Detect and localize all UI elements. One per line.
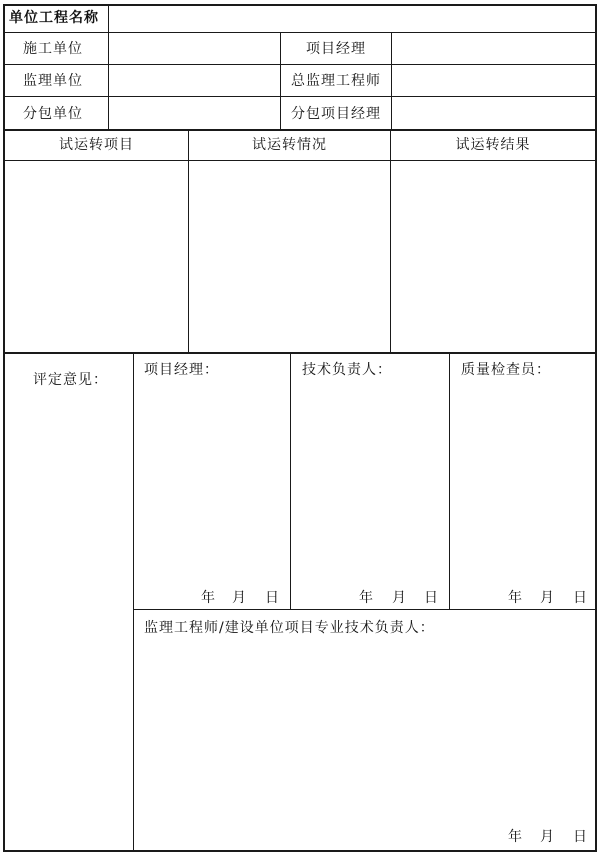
project-manager-sign-label: 项目经理： xyxy=(144,362,219,378)
supervisor-date-year: 年 xyxy=(508,829,523,845)
quality-inspector-sign-label: 质量检查员： xyxy=(461,362,551,378)
project-name-label: 单位工程名称 xyxy=(9,10,99,26)
chief-supervisor-label: 总监理工程师 xyxy=(291,73,381,89)
pm-date-day: 日 xyxy=(265,590,280,606)
supervisor-sign-label: 监理工程师/建设单位项目专业技术负责人： xyxy=(144,620,435,636)
tech-date-month: 月 xyxy=(392,590,407,606)
tech-lead-sign-area[interactable] xyxy=(292,382,448,587)
trial-run-item-header: 试运转项目 xyxy=(59,137,134,153)
project-manager-sign-area[interactable] xyxy=(135,382,289,587)
project-manager-label: 项目经理 xyxy=(306,41,366,57)
project-name-field[interactable] xyxy=(110,7,594,31)
construction-unit-field[interactable] xyxy=(110,34,279,63)
chief-supervisor-field[interactable] xyxy=(393,66,594,95)
subcontract-pm-label: 分包项目经理 xyxy=(291,106,381,122)
project-manager-field[interactable] xyxy=(393,34,594,63)
qi-date-month: 月 xyxy=(540,590,555,606)
tech-lead-sign-label: 技术负责人： xyxy=(302,362,392,378)
trial-run-item-cell[interactable] xyxy=(6,162,187,351)
subcontract-unit-field[interactable] xyxy=(110,98,279,128)
supervisor-date-day: 日 xyxy=(573,829,588,845)
supervision-unit-field[interactable] xyxy=(110,66,279,95)
quality-inspector-sign-area[interactable] xyxy=(451,382,594,587)
evaluation-label: 评定意见： xyxy=(33,372,108,388)
tech-date-year: 年 xyxy=(359,590,374,606)
trial-run-result-header: 试运转结果 xyxy=(455,137,531,153)
trial-run-status-cell[interactable] xyxy=(190,162,389,351)
pm-date-month: 月 xyxy=(232,590,247,606)
pm-date-year: 年 xyxy=(201,590,216,606)
subcontract-pm-field[interactable] xyxy=(393,98,594,128)
qi-date-year: 年 xyxy=(508,590,523,606)
trial-run-result-cell[interactable] xyxy=(392,162,594,351)
supervisor-date-month: 月 xyxy=(540,829,555,845)
trial-run-status-header: 试运转情况 xyxy=(252,137,327,153)
supervision-unit-label: 监理单位 xyxy=(23,73,83,89)
subcontract-unit-label: 分包单位 xyxy=(23,106,83,122)
supervisor-sign-area[interactable] xyxy=(135,640,594,825)
construction-unit-label: 施工单位 xyxy=(23,41,83,57)
tech-date-day: 日 xyxy=(424,590,439,606)
qi-date-day: 日 xyxy=(573,590,588,606)
